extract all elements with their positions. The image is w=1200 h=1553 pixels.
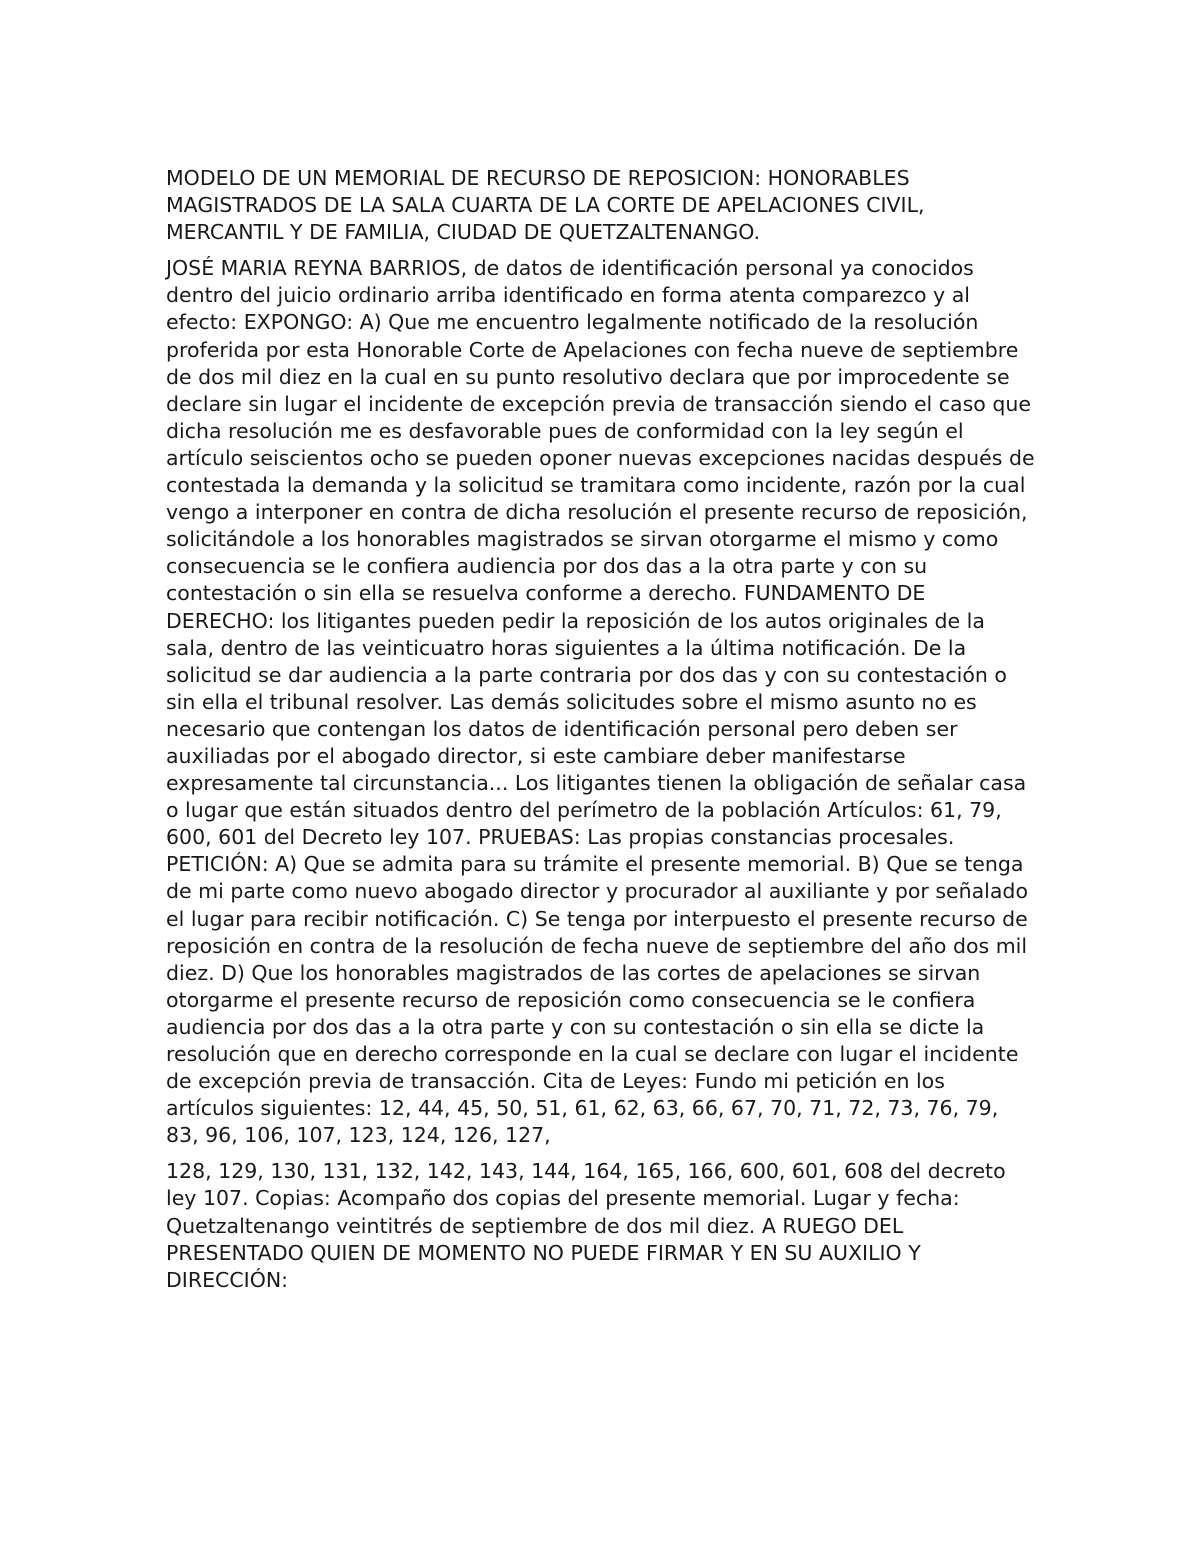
document-content xyxy=(166,165,1036,1303)
document-heading: MODELO DE UN MEMORIAL DE RECURSO DE REPOSICION: HONORABLES MAGISTRADOS DE LA SALA CUARTA DE LA CORTE DE APELACIONES CIVIL, MERCANTIL Y DE FAMILIA, CIUDAD DE QUETZALTENANGO. xyxy=(166,166,925,245)
document-body-paragraph: JOSÉ MARIA REYNA BARRIOS, de datos de identificación personal ya conocidos dentro del juicio ordinario arriba identificado en forma atenta comparezco y al efecto: EXPONGO: A) Que me encuentro legalmente notificado de la resolución proferida por esta Honorable Corte de Apelaciones con fecha nueve de septiembre de dos mil diez en la cual en su punto resolutivo declara que por improcedente se declare sin lugar el incidente de excepción previa de transacción siendo el caso que dicha resolución me es desfavorable pues de conformidad con la ley según el artículo seiscientos ocho se pueden oponer nuevas excepciones nacidas después de contestada la demanda y la solicitud se tramitara como incidente, razón por la cual vengo a interponer en contra de dicha resolución el presente recurso de reposición, solicitándole a los honorables magistrados se sirvan otorgarme el mismo y como consecuencia se le confiera audiencia por dos das a la otra parte y con su contestación o sin ella se resuelva conforme a derecho. FUNDAMENTO DE DERECHO: los litigantes pueden pedir la reposición de los autos originales de la sala, dentro de las veinticuatro horas siguientes a la última notificación. De la solicitud se dar audiencia a la parte contraria por dos das y con su contestación o sin ella el tribunal resolver. Las demás solicitudes sobre el mismo asunto no es necesario que contengan los datos de identificación personal pero deben ser auxiliadas por el abogado director, si este cambiare deber manifestarse expresamente tal circunstancia... Los litigantes tienen la obligación de señalar casa o lugar que están situados dentro del perímetro de la población Artículos: 61, 79, 600, 601 del Decreto ley 107. PRUEBAS: Las propias constancias procesales. PETICIÓN: A) Que se admita para su trámite el presente memorial. B) Que se tenga de mi parte como nuevo abogado director y procurador al auxiliante y por señalado el lugar para recibir notificación. C) Se tenga por interpuesto el presente recurso de reposición en contra de la resolución de fecha nueve de septiembre del año dos mil diez. D) Que los honorables magistrados de las cortes de apelaciones se sirvan otorgarme el presente recurso de reposición como consecuencia se le confiera audiencia por dos das a la otra parte y con su contestación o sin ella se dicte la resolución que en derecho corresponde en la cual se declare con lugar el incidente de excepción previa de transacción. Cita de Leyes: Fundo mi petición en los artículos siguientes: 12, 44, 45, 50, 51, 61, 62, 63, 66, 67, 70, 71, 72, 73, 76, 79, 83, 96, 106, 107, 123, 124, 126, 127, xyxy=(166,256,1035,1148)
document-closing-paragraph: 128, 129, 130, 131, 132, 142, 143, 144, 164, 165, 166, 600, 601, 608 del decreto ley 107. Copias: Acompaño dos copias del presente memorial. Lugar y fecha: Quetzaltenango veintitrés de septiembre de dos mil diez. A RUEGO DEL PRESENTADO QUIEN DE MOMENTO NO PUEDE FIRMAR Y EN SU AUXILIO Y DIRECCIÓN: xyxy=(166,1159,1006,1292)
